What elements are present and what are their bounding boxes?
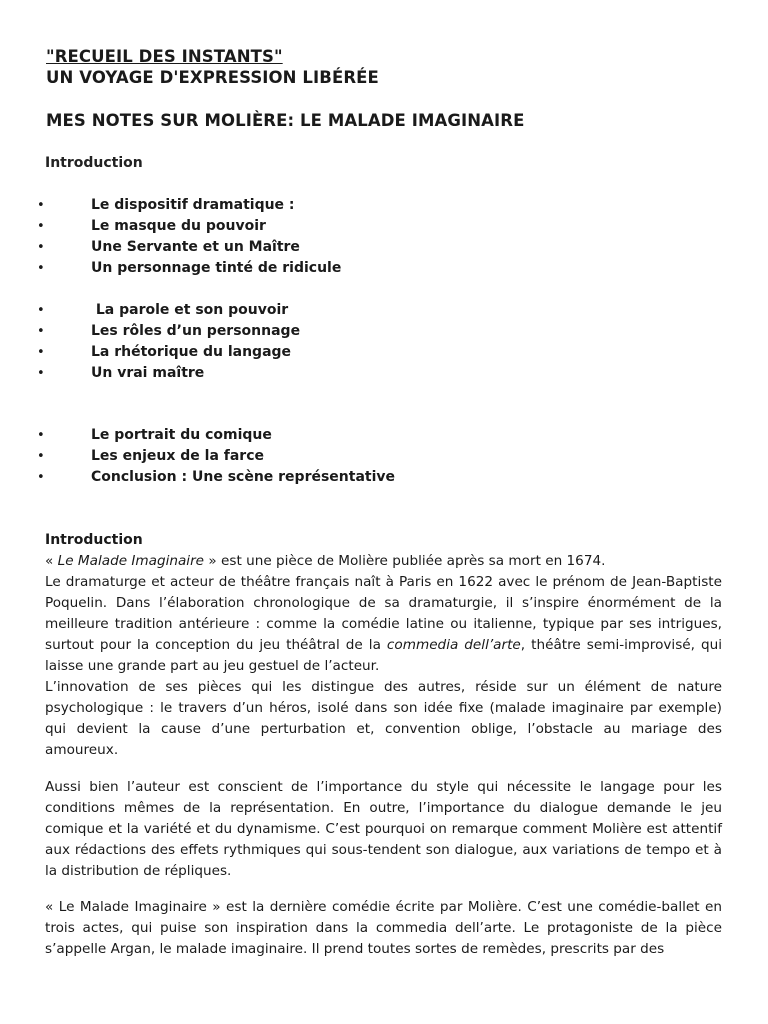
toc-item-label: Le dispositif dramatique : <box>91 197 295 213</box>
style-section <box>45 777 722 882</box>
bullet-icon: • <box>37 470 45 485</box>
toc-item-label: Les enjeux de la farce <box>91 448 264 464</box>
toc-item-label: Conclusion : Une scène représentative <box>91 469 396 485</box>
bullet-icon: • <box>37 366 45 381</box>
italic-title: Le Malade Imaginaire <box>57 553 205 569</box>
bullet-icon: • <box>37 240 45 255</box>
text-run: » est une pièce de Molière publiée après sa mort en 1674. <box>204 553 606 569</box>
toc-introduction-label: Introduction <box>45 155 143 171</box>
bullet-icon: • <box>37 219 45 234</box>
bullet-icon: • <box>37 345 45 360</box>
collection-subtitle: UN VOYAGE D'EXPRESSION LIBÉRÉE <box>46 68 379 87</box>
toc-item-label: La parole et son pouvoir <box>91 302 289 318</box>
summary-section <box>45 897 722 960</box>
toc-item-label: Les rôles d’un personnage <box>91 323 301 339</box>
paragraph <box>45 572 722 677</box>
toc-item-label: Le portrait du comique <box>91 427 272 443</box>
bullet-icon: • <box>37 261 45 276</box>
paragraph: Aussi bien l’auteur est conscient de l’importance du style qui nécessite le langage pour les conditions mêmes de la représentation. En outre, l’importance du dialogue demande le jeu comique et la variété et du dynamisme. C’est pourquoi on remarque comment Molière est attentif aux rédactions des effets rythmiques qui sous-tendent son dialogue, aux variations de tempo et à la distribution de répliques. <box>45 779 722 879</box>
italic-term: commedia dell’arte <box>386 637 521 653</box>
bullet-icon: • <box>37 449 45 464</box>
text-run: , théâtre semi-improvisé, qui laisse une grande part au jeu gestuel de l’acteur. <box>45 637 723 674</box>
bullet-icon: • <box>37 324 45 339</box>
bullet-icon: • <box>37 303 45 318</box>
bullet-icon: • <box>37 428 45 443</box>
paragraph <box>45 551 722 572</box>
toc-item-label: Un personnage tinté de ridicule <box>91 260 342 276</box>
text-run: Le dramaturge et acteur de théâtre français naît à Paris en 1622 avec le prénom de Jean-Baptiste Poquelin. Dans l’élaboration chronologique de sa dramaturgie, il s’inspire énormément de la meilleure tradition antérieure : comme la comédie latine ou italienne, typique par ses intrigues, surtout pour la conception du jeu théâtral de la <box>45 574 722 653</box>
collection-title: "RECUEIL DES INSTANTS" <box>46 47 283 66</box>
paragraph: L’innovation de ses pièces qui les distingue des autres, réside sur un élément de nature psychologique : le travers d’un héros, isolé dans son idée fixe (malade imaginaire par exemple) qui devient la cause d’une perturbation et, convention oblige, l’obstacle au mariage des amoureux. <box>45 679 722 758</box>
introduction-section <box>45 530 722 761</box>
paragraph: « Le Malade Imaginaire » est la dernière comédie écrite par Molière. C’est une comédie-ballet en trois actes, qui puise son inspiration dans la commedia dell’arte. Le protagoniste de la pièce s’appelle Argan, le malade imaginaire. Il prend toutes sortes de remèdes, prescrits par des <box>45 899 722 957</box>
toc-item-label: La rhétorique du langage <box>91 344 292 360</box>
bullet-icon: • <box>37 198 45 213</box>
toc-item-label: Une Servante et un Maître <box>91 239 300 255</box>
toc-item-label: Un vrai maître <box>91 365 205 381</box>
section-heading: Introduction <box>45 532 143 548</box>
toc-item-label: Le masque du pouvoir <box>91 218 266 234</box>
document-title: MES NOTES SUR MOLIÈRE: LE MALADE IMAGINAIRE <box>46 111 525 130</box>
text-run: « <box>45 553 58 569</box>
